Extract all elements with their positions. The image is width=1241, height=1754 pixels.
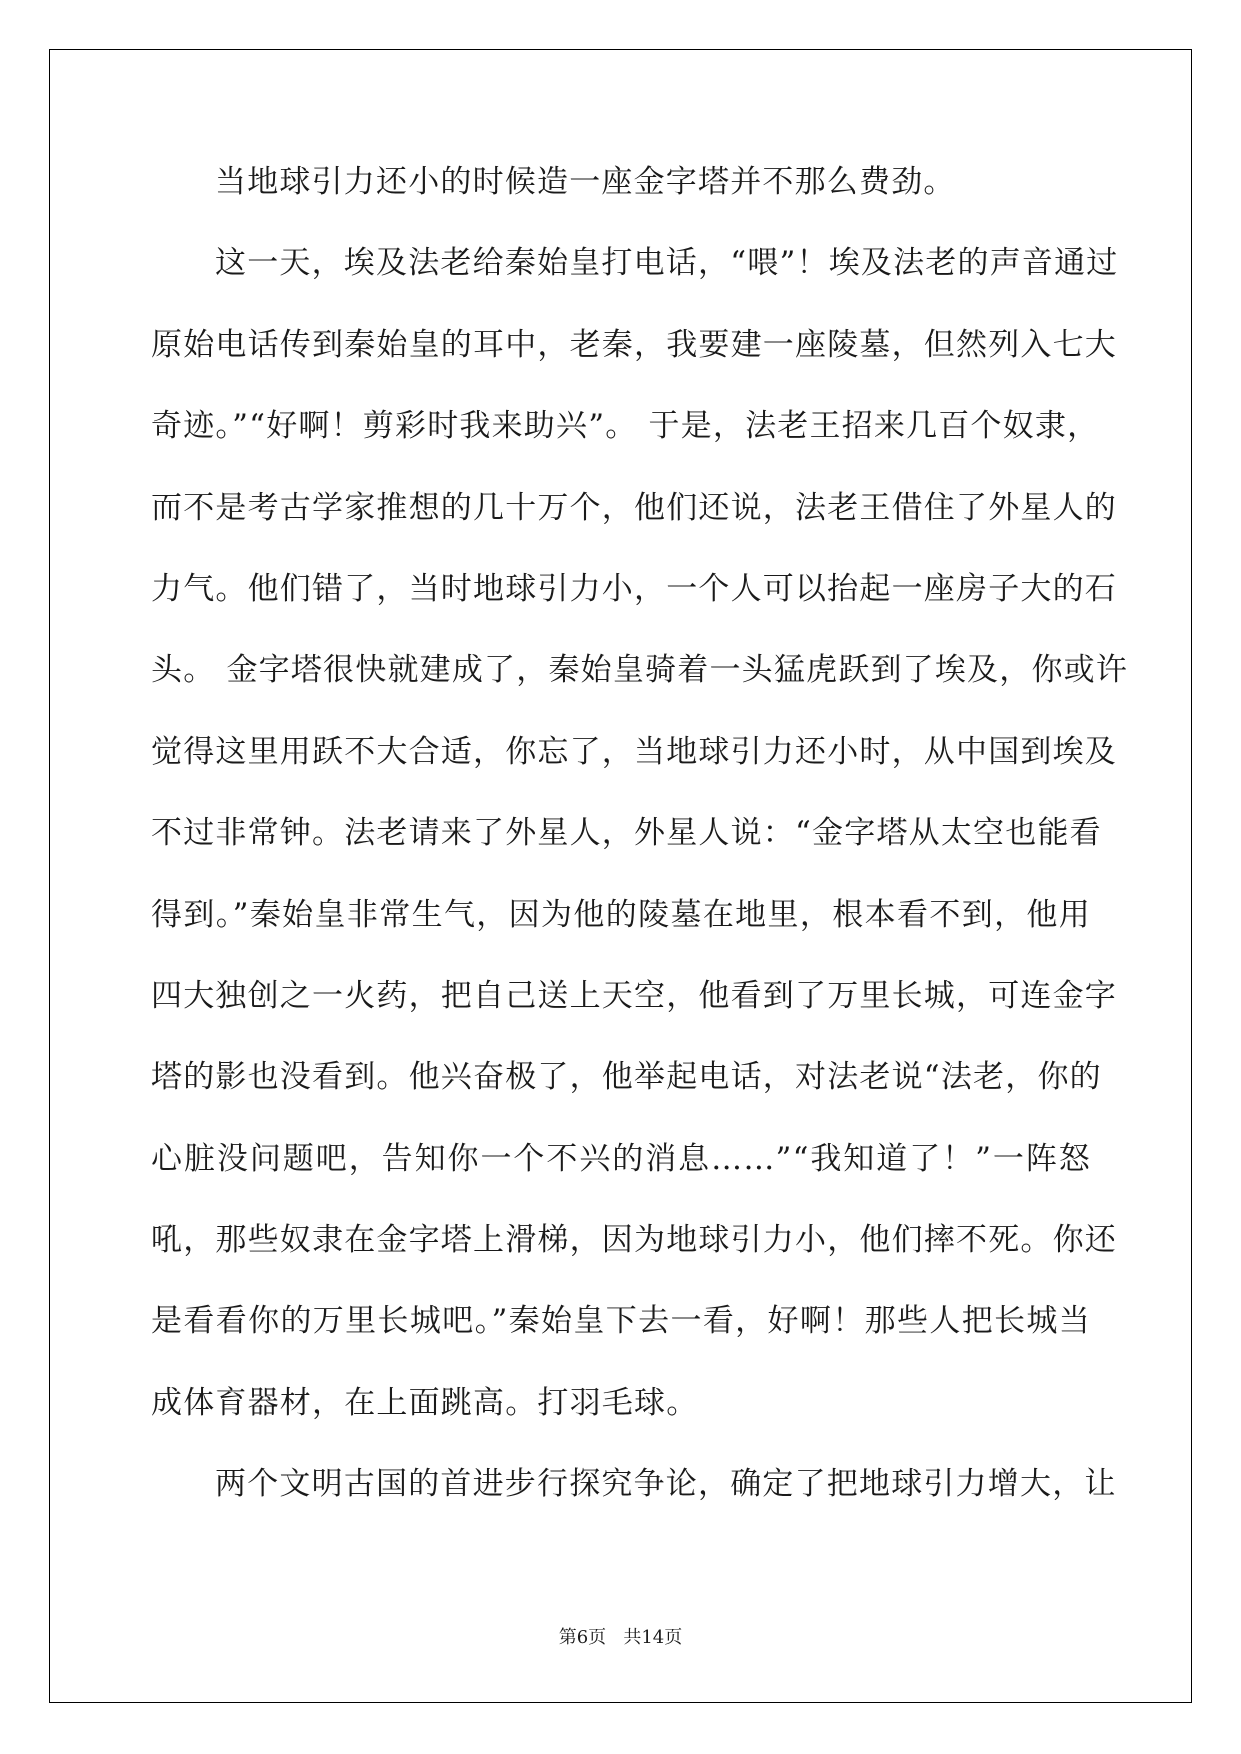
paragraph-2-line-13: 吼，那些奴隶在金字塔上滑梯，因为地球引力小，他们摔不死。你还 [151, 1222, 1117, 1259]
paragraph-2-line-6: 头。 金字塔很快就建成了，秦始皇骑着一头猛虎跃到了埃及，你或许 [151, 652, 1129, 689]
page-number: 第6页 [558, 1627, 607, 1648]
paragraph-2-line-1: 这一天，埃及法老给秦始皇打电话，“喂”！埃及法老的声音通过 [215, 245, 1119, 282]
paragraph-2-line-8: 不过非常钟。法老请来了外星人，外星人说：“金字塔从太空也能看 [151, 815, 1102, 852]
paragraph-1-line-1: 当地球引力还小的时候造一座金字塔并不那么费劲。 [215, 164, 956, 200]
paragraph-2-line-15: 成体育器材，在上面跳高。打羽毛球。 [151, 1384, 699, 1421]
body-text [151, 157, 1129, 1541]
paragraph-3-line-1: 两个文明古国的首进步行探究争论，确定了把地球引力增大，让 [215, 1466, 1117, 1503]
page-footer [0, 1623, 1241, 1649]
paragraph-2-line-12: 心脏没问题吧，告知你一个不兴的消息……”“我知道了！”一阵怒 [151, 1140, 1091, 1177]
paragraph-2-line-3: 奇迹。”“好啊！剪彩时我来助兴”。 于是，法老王招来几百个奴隶， [151, 408, 1100, 445]
paragraph-2-line-10: 四大独创之一火药，把自己送上天空，他看到了万里长城，可连金字 [151, 977, 1117, 1014]
paragraph-2-line-14: 是看看你的万里长城吧。”秦始皇下去一看，好啊！那些人把长城当 [151, 1303, 1091, 1340]
paragraph-2-line-11: 塔的影也没看到。他兴奋极了，他举起电话，对法老说“法老，你的 [151, 1059, 1102, 1096]
footer-spacer [606, 1627, 623, 1648]
paragraph-2-line-9: 得到。”秦始皇非常生气，因为他的陵墓在地里，根本看不到，他用 [151, 896, 1091, 933]
total-pages: 共14页 [623, 1627, 683, 1648]
paragraph-2-line-5: 力气。他们错了，当时地球引力小，一个人可以抬起一座房子大的石 [151, 570, 1117, 607]
paragraph-2-line-4: 而不是考古学家推想的几十万个，他们还说，法老王借住了外星人的 [151, 489, 1117, 526]
paragraph-2-line-7: 觉得这里用跃不大合适，你忘了，当地球引力还小时，从中国到埃及 [151, 733, 1117, 770]
paragraph-2-line-2: 原始电话传到秦始皇的耳中，老秦，我要建一座陵墓，但然列入七大 [151, 326, 1117, 363]
